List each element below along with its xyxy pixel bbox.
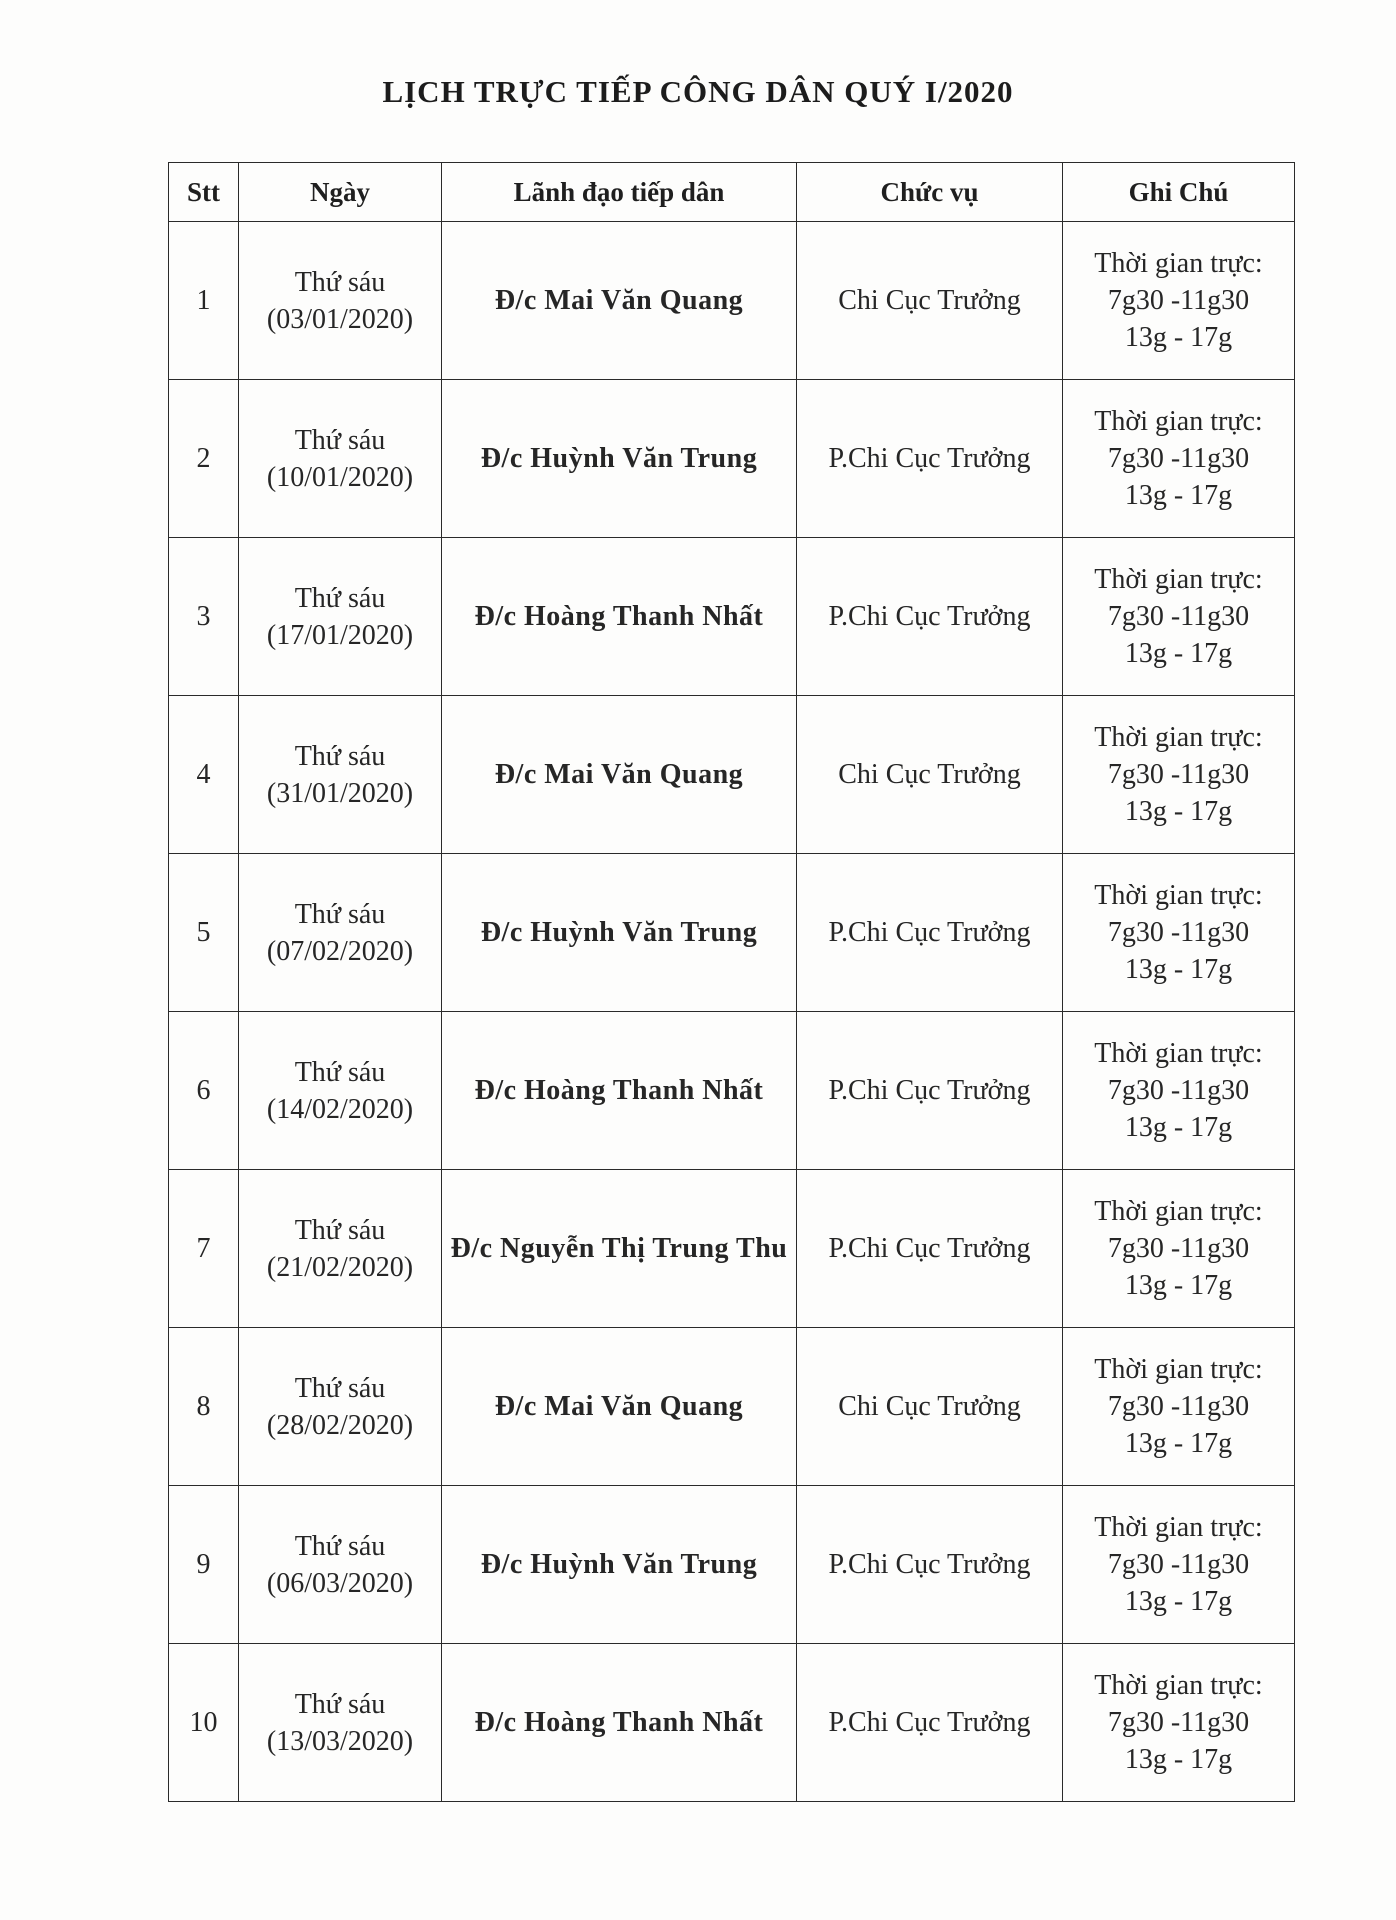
note-title: Thời gian trực: <box>1094 880 1263 911</box>
note-title: Thời gian trực: <box>1094 1354 1263 1385</box>
note-afternoon: 13g - 17g <box>1124 1428 1233 1459</box>
note-title: Thời gian trực: <box>1094 722 1263 753</box>
cell-note <box>1063 696 1295 854</box>
cell-stt: 6 <box>169 1012 239 1170</box>
cell-leader: Đ/c Mai Văn Quang <box>442 1328 797 1486</box>
cell-stt: 2 <box>169 380 239 538</box>
cell-leader: Đ/c Huỳnh Văn Trung <box>442 854 797 1012</box>
cell-date <box>239 1012 442 1170</box>
date-label: (07/02/2020) <box>266 935 414 967</box>
day-label: Thứ sáu <box>294 1056 386 1088</box>
cell-stt: 9 <box>169 1486 239 1644</box>
table-row <box>169 854 1295 1012</box>
date-label: (28/02/2020) <box>266 1409 414 1441</box>
cell-stt: 10 <box>169 1644 239 1802</box>
note-morning: 7g30 -11g30 <box>1107 1391 1250 1422</box>
cell-stt: 3 <box>169 538 239 696</box>
cell-leader: Đ/c Hoàng Thanh Nhất <box>442 1012 797 1170</box>
table-row <box>169 1170 1295 1328</box>
cell-date <box>239 1170 442 1328</box>
cell-stt: 8 <box>169 1328 239 1486</box>
date-label: (31/01/2020) <box>266 777 414 809</box>
day-label: Thứ sáu <box>294 898 386 930</box>
cell-leader: Đ/c Mai Văn Quang <box>442 696 797 854</box>
note-afternoon: 13g - 17g <box>1124 954 1233 985</box>
table-row <box>169 380 1295 538</box>
cell-position: Chi Cục Trưởng <box>797 222 1063 380</box>
date-label: (10/01/2020) <box>266 461 414 493</box>
cell-position: P.Chi Cục Trưởng <box>797 538 1063 696</box>
day-label: Thứ sáu <box>294 1214 386 1246</box>
cell-note <box>1063 1170 1295 1328</box>
header-date: Ngày <box>239 163 442 222</box>
cell-leader: Đ/c Huỳnh Văn Trung <box>442 1486 797 1644</box>
note-title: Thời gian trực: <box>1094 564 1263 595</box>
day-label: Thứ sáu <box>294 1688 386 1720</box>
note-afternoon: 13g - 17g <box>1124 1586 1233 1617</box>
cell-position: P.Chi Cục Trưởng <box>797 854 1063 1012</box>
cell-date <box>239 1328 442 1486</box>
cell-date <box>239 854 442 1012</box>
cell-position: P.Chi Cục Trưởng <box>797 1012 1063 1170</box>
date-label: (21/02/2020) <box>266 1251 414 1283</box>
cell-stt: 7 <box>169 1170 239 1328</box>
cell-position: P.Chi Cục Trưởng <box>797 380 1063 538</box>
note-title: Thời gian trực: <box>1094 1670 1263 1701</box>
table-row <box>169 1012 1295 1170</box>
cell-stt: 4 <box>169 696 239 854</box>
note-morning: 7g30 -11g30 <box>1107 601 1250 632</box>
note-title: Thời gian trực: <box>1094 248 1263 279</box>
day-label: Thứ sáu <box>294 266 386 298</box>
date-label: (03/01/2020) <box>266 303 414 335</box>
cell-date <box>239 696 442 854</box>
cell-position: P.Chi Cục Trưởng <box>797 1486 1063 1644</box>
day-label: Thứ sáu <box>294 740 386 772</box>
note-afternoon: 13g - 17g <box>1124 480 1233 511</box>
table-row <box>169 222 1295 380</box>
cell-note <box>1063 538 1295 696</box>
note-afternoon: 13g - 17g <box>1124 1744 1233 1775</box>
header-note: Ghi Chú <box>1063 163 1295 222</box>
note-title: Thời gian trực: <box>1094 1512 1263 1543</box>
table-header-row <box>169 163 1295 222</box>
cell-date <box>239 538 442 696</box>
note-morning: 7g30 -11g30 <box>1107 1075 1250 1106</box>
cell-position: Chi Cục Trưởng <box>797 696 1063 854</box>
cell-note <box>1063 1328 1295 1486</box>
table-row <box>169 538 1295 696</box>
day-label: Thứ sáu <box>294 424 386 456</box>
table-row <box>169 1486 1295 1644</box>
note-title: Thời gian trực: <box>1094 1038 1263 1069</box>
note-title: Thời gian trực: <box>1094 1196 1263 1227</box>
note-morning: 7g30 -11g30 <box>1107 285 1250 316</box>
cell-position: Chi Cục Trưởng <box>797 1328 1063 1486</box>
note-afternoon: 13g - 17g <box>1124 1112 1233 1143</box>
day-label: Thứ sáu <box>294 1372 386 1404</box>
cell-date <box>239 380 442 538</box>
note-afternoon: 13g - 17g <box>1124 1270 1233 1301</box>
date-label: (14/02/2020) <box>266 1093 414 1125</box>
cell-position: P.Chi Cục Trưởng <box>797 1170 1063 1328</box>
schedule-body <box>169 222 1295 1802</box>
cell-date <box>239 222 442 380</box>
day-label: Thứ sáu <box>294 582 386 614</box>
cell-position: P.Chi Cục Trưởng <box>797 1644 1063 1802</box>
cell-stt: 5 <box>169 854 239 1012</box>
cell-leader: Đ/c Hoàng Thanh Nhất <box>442 1644 797 1802</box>
table-row <box>169 696 1295 854</box>
document-title: LỊCH TRỰC TIẾP CÔNG DÂN QUÝ I/2020 <box>382 74 1014 109</box>
note-morning: 7g30 -11g30 <box>1107 1707 1250 1738</box>
note-afternoon: 13g - 17g <box>1124 638 1233 669</box>
table-row <box>169 1644 1295 1802</box>
note-morning: 7g30 -11g30 <box>1107 443 1250 474</box>
note-afternoon: 13g - 17g <box>1124 322 1233 353</box>
cell-leader: Đ/c Mai Văn Quang <box>442 222 797 380</box>
note-morning: 7g30 -11g30 <box>1107 1233 1250 1264</box>
note-morning: 7g30 -11g30 <box>1107 759 1250 790</box>
schedule-table <box>168 162 1295 1802</box>
header-leader: Lãnh đạo tiếp dân <box>442 163 797 222</box>
day-label: Thứ sáu <box>294 1530 386 1562</box>
header-position: Chức vụ <box>797 163 1063 222</box>
cell-note <box>1063 1012 1295 1170</box>
note-afternoon: 13g - 17g <box>1124 796 1233 827</box>
cell-leader: Đ/c Huỳnh Văn Trung <box>442 380 797 538</box>
cell-stt: 1 <box>169 222 239 380</box>
date-label: (06/03/2020) <box>266 1567 414 1599</box>
date-label: (13/03/2020) <box>266 1725 414 1757</box>
note-morning: 7g30 -11g30 <box>1107 917 1250 948</box>
cell-note <box>1063 854 1295 1012</box>
cell-note <box>1063 1644 1295 1802</box>
cell-date <box>239 1644 442 1802</box>
date-label: (17/01/2020) <box>266 619 414 651</box>
cell-note <box>1063 1486 1295 1644</box>
cell-date <box>239 1486 442 1644</box>
cell-note <box>1063 380 1295 538</box>
note-morning: 7g30 -11g30 <box>1107 1549 1250 1580</box>
table-row <box>169 1328 1295 1486</box>
header-stt: Stt <box>169 163 239 222</box>
cell-leader: Đ/c Hoàng Thanh Nhất <box>442 538 797 696</box>
note-title: Thời gian trực: <box>1094 406 1263 437</box>
cell-note <box>1063 222 1295 380</box>
cell-leader: Đ/c Nguyễn Thị Trung Thu <box>442 1170 797 1328</box>
